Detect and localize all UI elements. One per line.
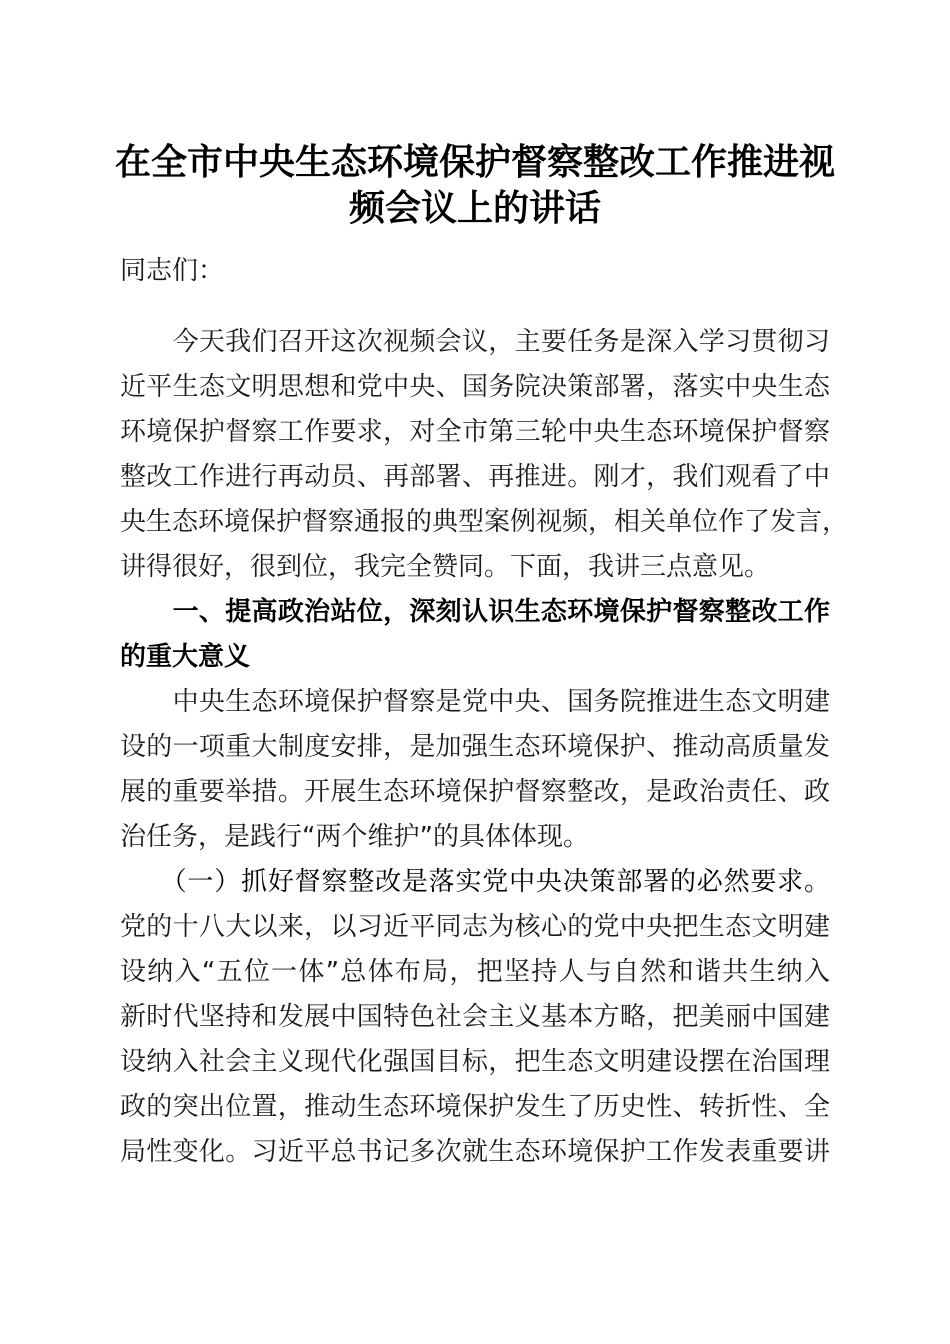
paragraph-line: 设的一项重大制度安排，是加强生态环境保护、推动高质量发 [120, 732, 830, 762]
paragraph-line: 党的十八大以来，以习近平同志为核心的党中央把生态文明建 [120, 912, 830, 942]
paragraph-line: 治任务，是践行“两个维护”的具体体现。 [120, 822, 589, 852]
section-heading: 的重大意义 [120, 642, 251, 672]
paragraph-line: 整改工作进行再动员、再部署、再推进。刚才，我们观看了中 [120, 462, 830, 492]
paragraph-line: 设纳入“五位一体”总体布局，把坚持人与自然和谐共生纳入 [120, 957, 830, 987]
document-title-line-1: 在全市中央生态环境保护督察整改工作推进视 [114, 141, 835, 183]
paragraph-line: 讲得很好，很到位，我完全赞同。下面，我讲三点意见。 [120, 552, 771, 582]
paragraph-line: 近平生态文明思想和党中央、国务院决策部署，落实中央生态 [120, 372, 830, 402]
subsection-heading: （一）抓好督察整改是落实党中央决策部署的必然要求。 [120, 867, 830, 897]
paragraph-line: 央生态环境保护督察通报的典型案例视频，相关单位作了发言， [120, 507, 849, 537]
paragraph-line: 局性变化。习近平总书记多次就生态环境保护工作发表重要讲 [120, 1137, 830, 1167]
paragraph-line: 新时代坚持和发展中国特色社会主义基本方略，把美丽中国建 [120, 1002, 830, 1032]
section-heading: 一、提高政治站位，深刻认识生态环境保护督察整改工作 [120, 597, 830, 627]
paragraph-line: 政的突出位置，推动生态环境保护发生了历史性、转折性、全 [120, 1092, 830, 1122]
salutation: 同志们： [120, 256, 225, 286]
paragraph-line: 环境保护督察工作要求，对全市第三轮中央生态环境保护督察 [120, 417, 830, 447]
paragraph-line: 今天我们召开这次视频会议，主要任务是深入学习贯彻习 [120, 327, 830, 357]
paragraph-line: 展的重要举措。开展生态环境保护督察整改，是政治责任、政 [120, 777, 830, 807]
document-title-line-2: 频会议上的讲话 [348, 187, 601, 229]
paragraph-line: 中央生态环境保护督察是党中央、国务院推进生态文明建 [120, 687, 830, 717]
paragraph-line: 设纳入社会主义现代化强国目标，把生态文明建设摆在治国理 [120, 1047, 830, 1077]
